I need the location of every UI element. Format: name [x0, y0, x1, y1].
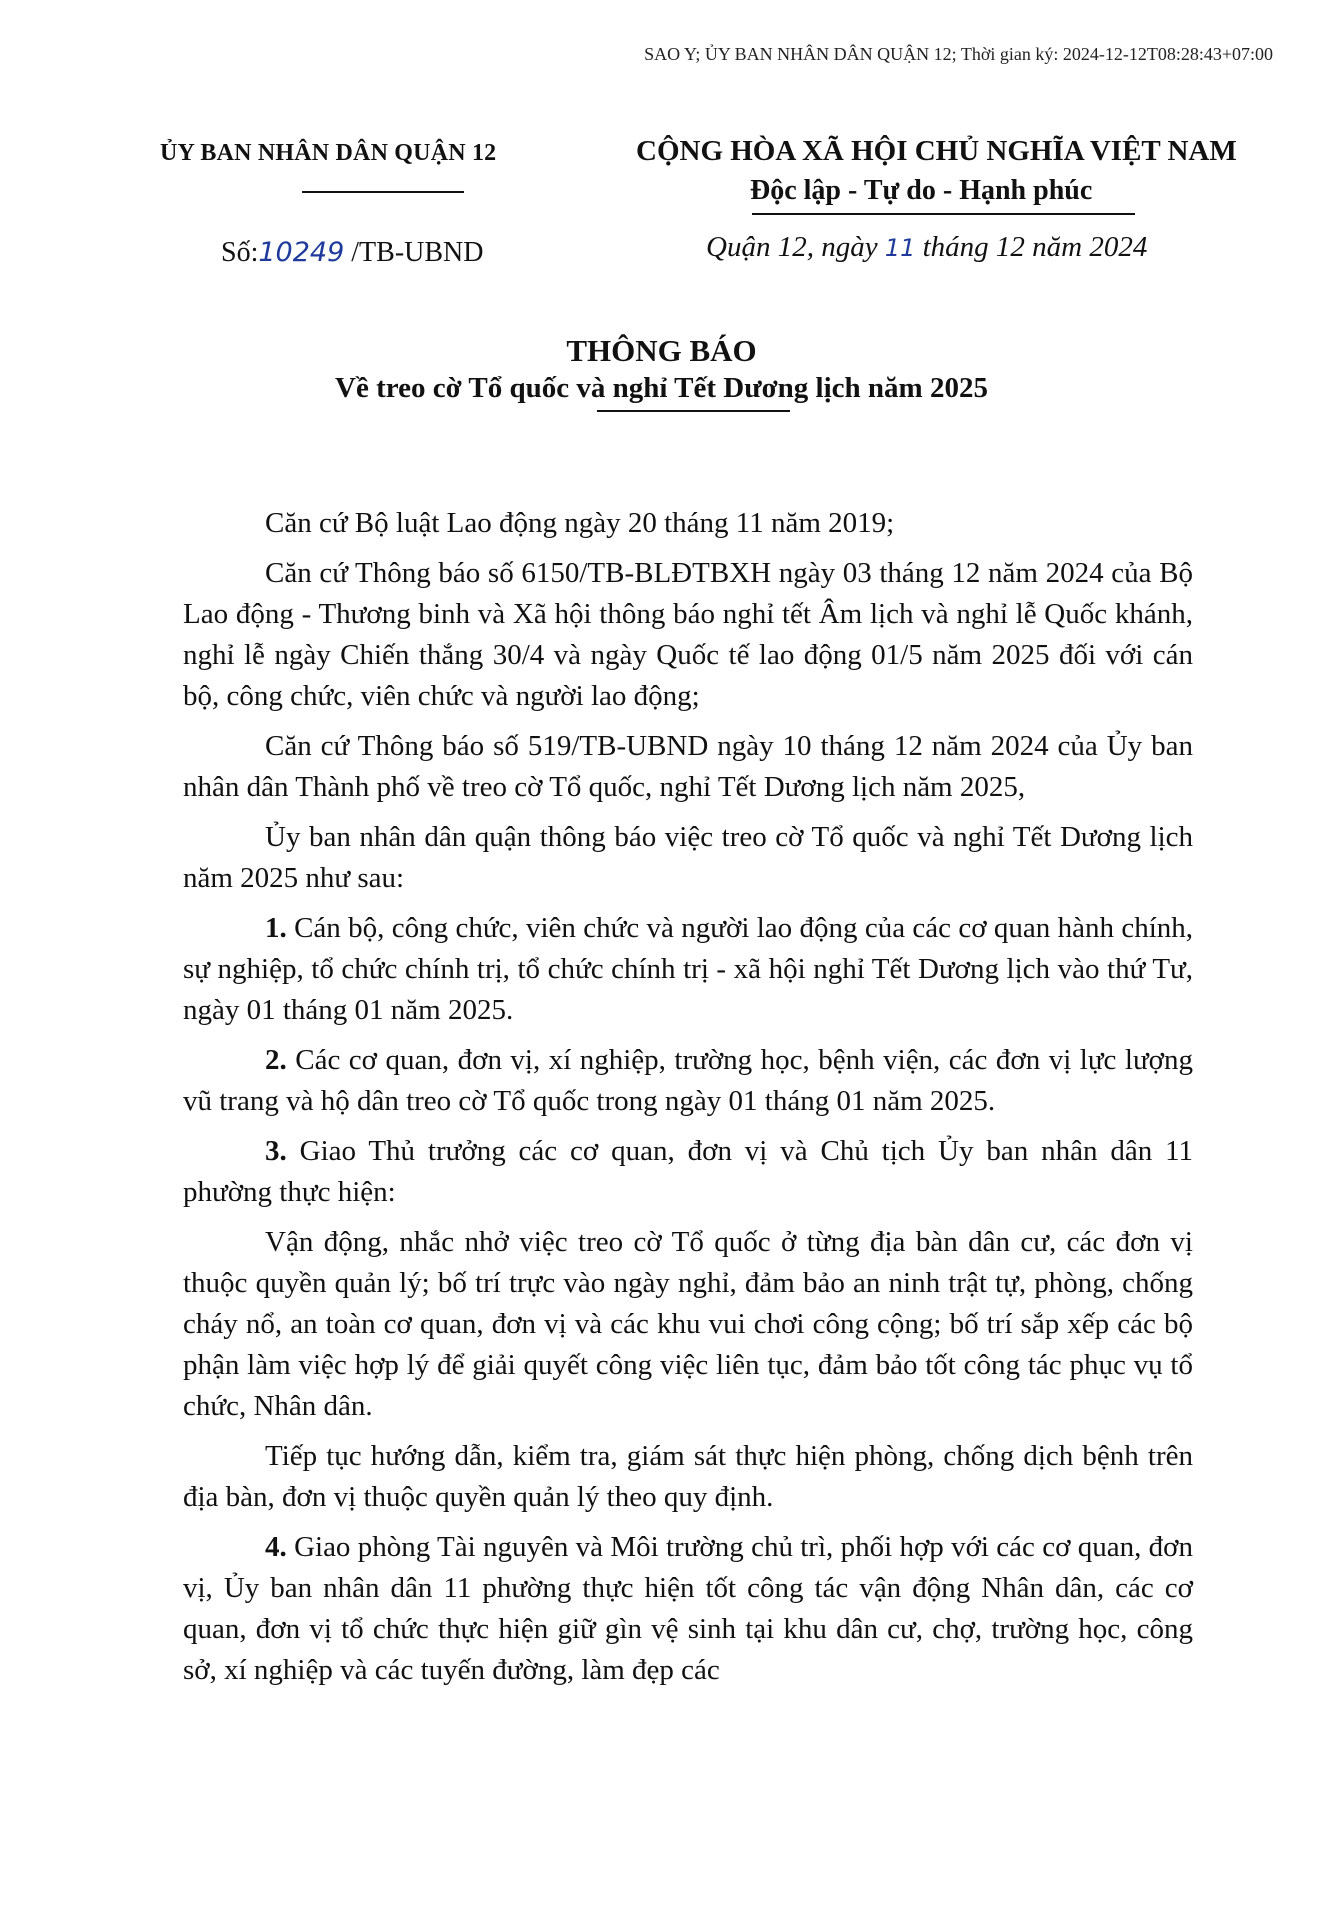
document-subtitle: Về treo cờ Tổ quốc và nghỉ Tết Dương lịch năm 2025: [335, 372, 988, 404]
place-suffix: tháng 12 năm 2024: [922, 231, 1148, 263]
day-handwritten: 11: [884, 234, 916, 262]
body-paragraph: Tiếp tục hướng dẫn, kiểm tra, giám sát thực hiện phòng, chống dịch bệnh trên địa bàn, đơn vị thuộc quyền quản lý theo quy định.: [183, 1440, 1193, 1513]
place-and-date: [706, 231, 1147, 264]
document-number: [221, 237, 484, 269]
document-body: [183, 503, 1193, 1700]
body-paragraph: Căn cứ Thông báo số 6150/TB-BLĐTBXH ngày 03 tháng 12 năm 2024 của Bộ Lao động - Thương binh và Xã hội thông báo nghỉ tết Âm lịch và nghỉ lễ Quốc khánh, nghỉ lễ ngày Chiến thắng 30/4 và ngày Quốc tế lao động 01/5 năm 2025 đối với cán bộ, công chức, viên chức và người lao động;: [183, 557, 1193, 712]
numbered-item: 2. Các cơ quan, đơn vị, xí nghiệp, trường học, bệnh viện, các đơn vị lực lượng vũ trang và hộ dân treo cờ Tổ quốc trong ngày 01 tháng 01 năm 2025.: [183, 1044, 1193, 1117]
document-title: THÔNG BÁO: [566, 333, 757, 368]
issuing-agency: ỦY BAN NHÂN DÂN QUẬN 12: [160, 140, 497, 166]
numbered-item: 4. Giao phòng Tài nguyên và Môi trường chủ trì, phối hợp với các cơ quan, đơn vị, Ủy ban nhân dân 11 phường thực hiện tốt công tác vận động Nhân dân, các cơ quan, đơn vị tổ chức thực hiện giữ gìn vệ sinh tại khu dân cư, chợ, trường học, công sở, xí nghiệp và các tuyến đường, làm đẹp các: [183, 1531, 1193, 1686]
agency-underline: [302, 191, 464, 193]
national-motto: Độc lập - Tự do - Hạnh phúc: [750, 175, 1093, 206]
body-paragraph: Ủy ban nhân dân quận thông báo việc treo cờ Tổ quốc và nghỉ Tết Dương lịch năm 2025 như sau:: [183, 821, 1193, 894]
place-prefix: Quận 12, ngày: [706, 231, 878, 263]
subtitle-underline: [597, 410, 790, 412]
body-paragraph: Căn cứ Thông báo số 519/TB-UBND ngày 10 tháng 12 năm 2024 của Ủy ban nhân dân Thành phố về treo cờ Tổ quốc, nghỉ Tết Dương lịch năm 2025,: [183, 730, 1193, 803]
document-number-prefix: Số:: [221, 237, 259, 268]
digital-signature-stamp: SAO Y; ỦY BAN NHÂN DÂN QUẬN 12; Thời gian ký: 2024-12-12T08:28:43+07:00: [644, 44, 1273, 64]
body-paragraph: Vận động, nhắc nhở việc treo cờ Tổ quốc ở từng địa bàn dân cư, các đơn vị thuộc quyền quản lý; bố trí trực vào ngày nghỉ, đảm bảo an ninh trật tự, phòng, chống cháy nổ, an toàn cơ quan, đơn vị và các khu vui chơi công cộng; bố trí sắp xếp các bộ phận làm việc hợp lý để giải quyết công việc liên tục, đảm bảo tốt công tác phục vụ tổ chức, Nhân dân.: [183, 1226, 1193, 1422]
document-number-handwritten: 10249: [258, 237, 345, 268]
motto-underline: [752, 213, 1135, 215]
national-title: CỘNG HÒA XÃ HỘI CHỦ NGHĨA VIỆT NAM: [636, 135, 1237, 167]
body-paragraph: Căn cứ Bộ luật Lao động ngày 20 tháng 11 năm 2019;: [265, 507, 895, 539]
numbered-item: 3. Giao Thủ trưởng các cơ quan, đơn vị và Chủ tịch Ủy ban nhân dân 11 phường thực hiện:: [183, 1135, 1193, 1208]
numbered-item: 1. Cán bộ, công chức, viên chức và người lao động của các cơ quan hành chính, sự nghiệp, tổ chức chính trị, tổ chức chính trị - xã hội nghỉ Tết Dương lịch vào thứ Tư, ngày 01 tháng 01 năm 2025.: [183, 912, 1193, 1026]
document-number-suffix: /TB-UBND: [351, 237, 484, 268]
